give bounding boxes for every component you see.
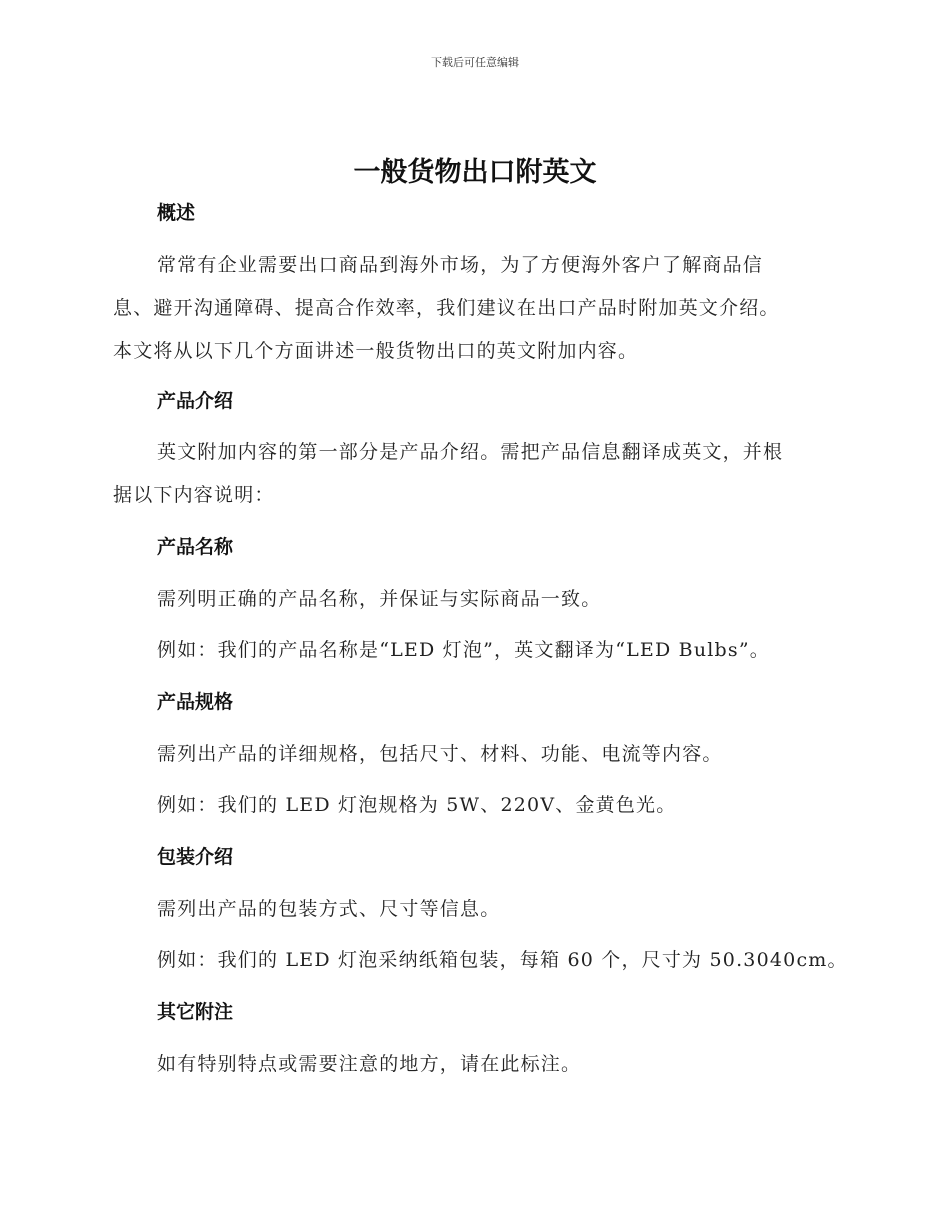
paragraph-text: 如有特别特点或需要注意的地方，请在此标注。 [157, 1053, 582, 1075]
paragraph-line: 常常有企业需要出口商品到海外市场，为了方便海外客户了解商品信 [157, 254, 764, 276]
paragraph-example: 例如：我们的产品名称是“LED 灯泡”，英文翻译为“LED Bulbs”。 [157, 639, 770, 661]
section-heading-product-intro: 产品介绍 [157, 390, 234, 412]
paragraph-line: 息、避开沟通障碍、提高合作效率，我们建议在出口产品时附加英文介绍。 [113, 297, 780, 319]
paragraph-example: 例如：我们的 LED 灯泡采纳纸箱包装，每箱 60 个，尺寸为 50.3040cm。 [157, 949, 848, 971]
paragraph-line: 本文将从以下几个方面讲述一般货物出口的英文附加内容。 [113, 340, 639, 362]
section-heading-product-spec: 产品规格 [157, 691, 234, 713]
paragraph-example: 例如：我们的 LED 灯泡规格为 5W、220V、金黄色光。 [157, 794, 677, 816]
section-heading-overview: 概述 [157, 202, 196, 224]
paragraph-text: 需列出产品的包装方式、尺寸等信息。 [157, 898, 501, 920]
paragraph-text: 需列明正确的产品名称，并保证与实际商品一致。 [157, 588, 602, 610]
section-heading-notes: 其它附注 [157, 1001, 234, 1023]
paragraph-line: 据以下内容说明： [113, 484, 275, 506]
page-header: 下载后可任意编辑 [431, 56, 519, 69]
section-heading-packaging: 包装介绍 [157, 846, 234, 868]
paragraph-line: 英文附加内容的第一部分是产品介绍。需把产品信息翻译成英文，并根 [157, 441, 784, 463]
section-heading-product-name: 产品名称 [157, 536, 234, 558]
document-title: 一般货物出口附英文 [353, 157, 597, 188]
paragraph-text: 需列出产品的详细规格，包括尺寸、材料、功能、电流等内容。 [157, 743, 723, 765]
